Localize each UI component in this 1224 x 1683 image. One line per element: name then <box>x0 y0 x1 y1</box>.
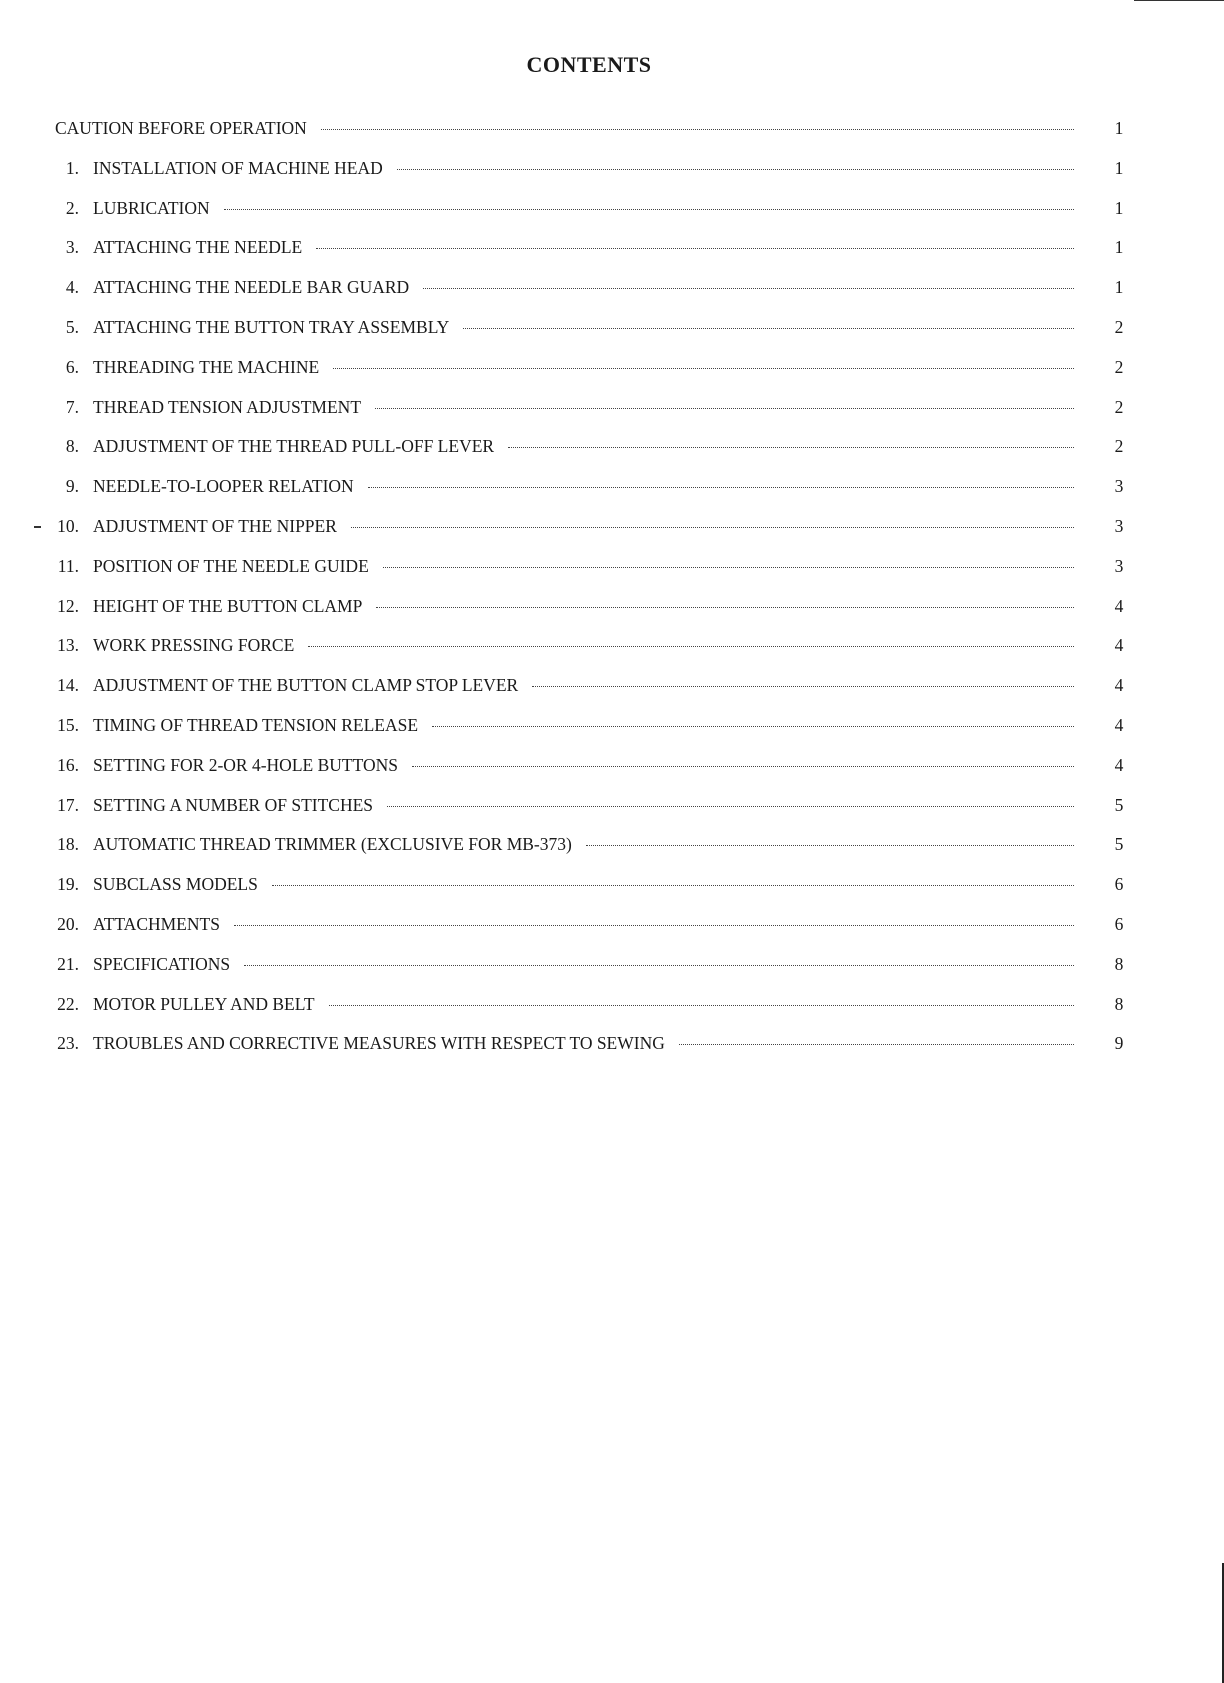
toc-entry-page: 1 <box>1114 197 1124 218</box>
dot-leader <box>586 845 1074 846</box>
dot-leader <box>308 646 1074 647</box>
toc-entry-number: 20. <box>57 913 79 934</box>
toc-entry-label: ATTACHING THE BUTTON TRAY ASSEMBLY <box>93 316 450 337</box>
toc-entry[interactable] <box>0 914 1224 954</box>
toc-entry-number: 7. <box>65 396 79 417</box>
dot-leader <box>397 169 1074 170</box>
dot-leader <box>679 1044 1074 1045</box>
toc-entry-number: 23. <box>57 1033 79 1054</box>
toc-entry-label: TROUBLES AND CORRECTIVE MEASURES WITH RESPECT TO SEWING <box>93 1033 665 1054</box>
toc-entry-title <box>93 357 1074 378</box>
dot-leader <box>272 885 1074 886</box>
toc-entry-page: 3 <box>1114 555 1124 576</box>
toc-entry-title <box>93 158 1074 179</box>
toc-entry-page: 1 <box>1114 157 1124 178</box>
toc-entry-page: 1 <box>1114 118 1124 138</box>
toc-entry[interactable] <box>0 516 1224 556</box>
toc-entry-number: 13. <box>57 635 79 656</box>
toc-entry-page: 9 <box>1114 1033 1124 1054</box>
margin-dash-mark <box>34 526 41 528</box>
toc-entry-label: ADJUSTMENT OF THE NIPPER <box>93 515 337 536</box>
toc-entry-number: 16. <box>57 754 79 775</box>
dot-leader <box>376 607 1074 608</box>
toc-entry-page: 2 <box>1114 396 1124 417</box>
toc-entry-page: 5 <box>1114 834 1124 855</box>
toc-entry-label: SPECIFICATIONS <box>93 953 231 974</box>
toc-entry-number: 19. <box>57 874 79 895</box>
toc-entry[interactable] <box>0 755 1224 795</box>
toc-entry[interactable] <box>0 357 1224 397</box>
toc-entry[interactable] <box>0 1033 1224 1073</box>
toc-entry-number: 12. <box>57 595 79 616</box>
dot-leader <box>244 965 1074 966</box>
toc-entry-title <box>93 237 1074 258</box>
toc-entry-label: SUBCLASS MODELS <box>93 874 258 895</box>
toc-entry[interactable] <box>0 954 1224 994</box>
toc-entry-title <box>93 277 1074 298</box>
toc-entry-label: MOTOR PULLEY AND BELT <box>93 993 315 1014</box>
toc-entry-label: ADJUSTMENT OF THE BUTTON CLAMP STOP LEVER <box>93 675 519 696</box>
toc-entry-number: 4. <box>65 277 79 298</box>
toc-entry-page: 2 <box>1114 436 1124 457</box>
toc-entry-label: LUBRICATION <box>93 197 210 218</box>
toc-entry-page: 2 <box>1114 356 1124 377</box>
dot-leader <box>532 686 1074 687</box>
toc-entry-number: 10. <box>57 515 79 536</box>
toc-entry-page: 4 <box>1114 754 1124 775</box>
page-title: CONTENTS <box>526 52 652 77</box>
toc-entry-number: 15. <box>57 714 79 735</box>
toc-entry-title <box>93 596 1074 617</box>
toc-entry[interactable] <box>0 715 1224 755</box>
toc-entry-label: WORK PRESSING FORCE <box>93 635 295 656</box>
toc-entry-label: THREADING THE MACHINE <box>93 356 320 377</box>
toc-entry-page: 4 <box>1114 635 1124 656</box>
toc-entry-page: 6 <box>1114 874 1124 895</box>
toc-entry-number: 22. <box>57 993 79 1014</box>
toc-entry-label: ADJUSTMENT OF THE THREAD PULL-OFF LEVER <box>93 436 495 457</box>
toc-entry-number: 8. <box>65 436 79 457</box>
toc-entry-title <box>93 795 1074 816</box>
dot-leader <box>412 766 1074 767</box>
toc-entry[interactable] <box>0 158 1224 198</box>
toc-entry[interactable] <box>0 596 1224 636</box>
toc-entry-page: 3 <box>1114 515 1124 536</box>
toc-entry-number: 11. <box>57 555 79 576</box>
toc-entry[interactable] <box>0 994 1224 1034</box>
toc-entry-label: CAUTION BEFORE OPERATION <box>55 118 307 138</box>
toc-entry-number: 3. <box>65 237 79 258</box>
toc-entry-title <box>93 436 1074 457</box>
toc-entry-page: 1 <box>1114 237 1124 258</box>
toc-entry-label: AUTOMATIC THREAD TRIMMER (EXCLUSIVE FOR MB-373) <box>93 834 572 855</box>
toc-entry-label: THREAD TENSION ADJUSTMENT <box>93 396 362 417</box>
scan-corner-mark <box>1134 0 1224 9</box>
toc-entry-title <box>93 556 1074 577</box>
toc-entry[interactable] <box>0 675 1224 715</box>
toc-entry[interactable] <box>0 277 1224 317</box>
toc-entry-number: 2. <box>65 197 79 218</box>
toc-entry-title <box>93 994 1074 1015</box>
toc-entry-title <box>93 198 1074 219</box>
toc-entry[interactable] <box>0 834 1224 874</box>
toc-entry[interactable] <box>0 556 1224 596</box>
toc-entry-number: 14. <box>57 675 79 696</box>
toc-entry-title <box>93 397 1074 418</box>
dot-leader <box>423 288 1074 289</box>
toc-entry[interactable] <box>0 118 1224 158</box>
toc-entry-page: 8 <box>1114 993 1124 1014</box>
toc-entry-title <box>93 755 1074 776</box>
toc-entry-title <box>93 675 1074 696</box>
toc-entry-label: SETTING FOR 2-OR 4-HOLE BUTTONS <box>93 754 398 775</box>
dot-leader <box>351 527 1074 528</box>
toc-entry-number: 21. <box>57 953 79 974</box>
toc-entry-label: SETTING A NUMBER OF STITCHES <box>93 794 374 815</box>
toc-entry[interactable] <box>0 317 1224 357</box>
toc-entry-page: 1 <box>1114 277 1124 298</box>
dot-leader <box>375 408 1074 409</box>
toc-entry-number: 1. <box>65 157 79 178</box>
dot-leader <box>368 487 1074 488</box>
dot-leader <box>387 806 1074 807</box>
dot-leader <box>316 248 1074 249</box>
toc-entry-label: INSTALLATION OF MACHINE HEAD <box>93 157 383 178</box>
dot-leader <box>234 925 1074 926</box>
toc-entry-page: 5 <box>1114 794 1124 815</box>
toc-entry-label: TIMING OF THREAD TENSION RELEASE <box>93 714 419 735</box>
toc-entry[interactable] <box>0 436 1224 476</box>
dot-leader <box>508 447 1074 448</box>
toc-entry-page: 4 <box>1114 595 1124 616</box>
toc-entry-title <box>93 317 1074 338</box>
dot-leader <box>333 368 1074 369</box>
toc-entry-label: ATTACHMENTS <box>93 913 220 934</box>
toc-entry-label: ATTACHING THE NEEDLE BAR GUARD <box>93 277 410 298</box>
toc-entry-page: 3 <box>1114 476 1124 497</box>
toc-entry-number: 9. <box>65 476 79 497</box>
toc-entry-label: NEEDLE-TO-LOOPER RELATION <box>93 476 354 497</box>
dot-leader <box>329 1005 1074 1006</box>
toc-entry-page: 2 <box>1114 316 1124 337</box>
toc-entry[interactable] <box>0 874 1224 914</box>
toc-entry[interactable] <box>0 198 1224 238</box>
toc-entry-title <box>93 516 1074 537</box>
toc-entry-title <box>93 715 1074 736</box>
toc-entry-page: 4 <box>1114 714 1124 735</box>
dot-leader <box>463 328 1074 329</box>
toc-entry[interactable] <box>0 397 1224 437</box>
dot-leader <box>383 567 1074 568</box>
toc-entry-title <box>55 118 1074 139</box>
toc-entry-title <box>93 874 1074 895</box>
dot-leader <box>224 209 1074 210</box>
toc-entry-number: 6. <box>65 356 79 377</box>
table-of-contents <box>0 118 1224 1073</box>
toc-entry[interactable] <box>0 635 1224 675</box>
toc-entry-page: 8 <box>1114 953 1124 974</box>
toc-entry-page: 6 <box>1114 913 1124 934</box>
toc-entry[interactable] <box>0 795 1224 835</box>
toc-entry[interactable] <box>0 237 1224 277</box>
toc-entry-number: 5. <box>65 316 79 337</box>
toc-entry-label: POSITION OF THE NEEDLE GUIDE <box>93 555 369 576</box>
toc-entry-number: 17. <box>57 794 79 815</box>
toc-entry-title <box>93 476 1074 497</box>
toc-entry-title <box>93 635 1074 656</box>
dot-leader <box>321 129 1074 130</box>
toc-entry-label: HEIGHT OF THE BUTTON CLAMP <box>93 595 363 616</box>
toc-entry-title <box>93 954 1074 975</box>
toc-entry-title <box>93 834 1074 855</box>
toc-entry-title <box>93 1033 1074 1054</box>
dot-leader <box>432 726 1074 727</box>
toc-entry-page: 4 <box>1114 675 1124 696</box>
toc-entry[interactable] <box>0 476 1224 516</box>
toc-entry-number: 18. <box>57 834 79 855</box>
toc-entry-label: ATTACHING THE NEEDLE <box>93 237 303 258</box>
toc-entry-title <box>93 914 1074 935</box>
